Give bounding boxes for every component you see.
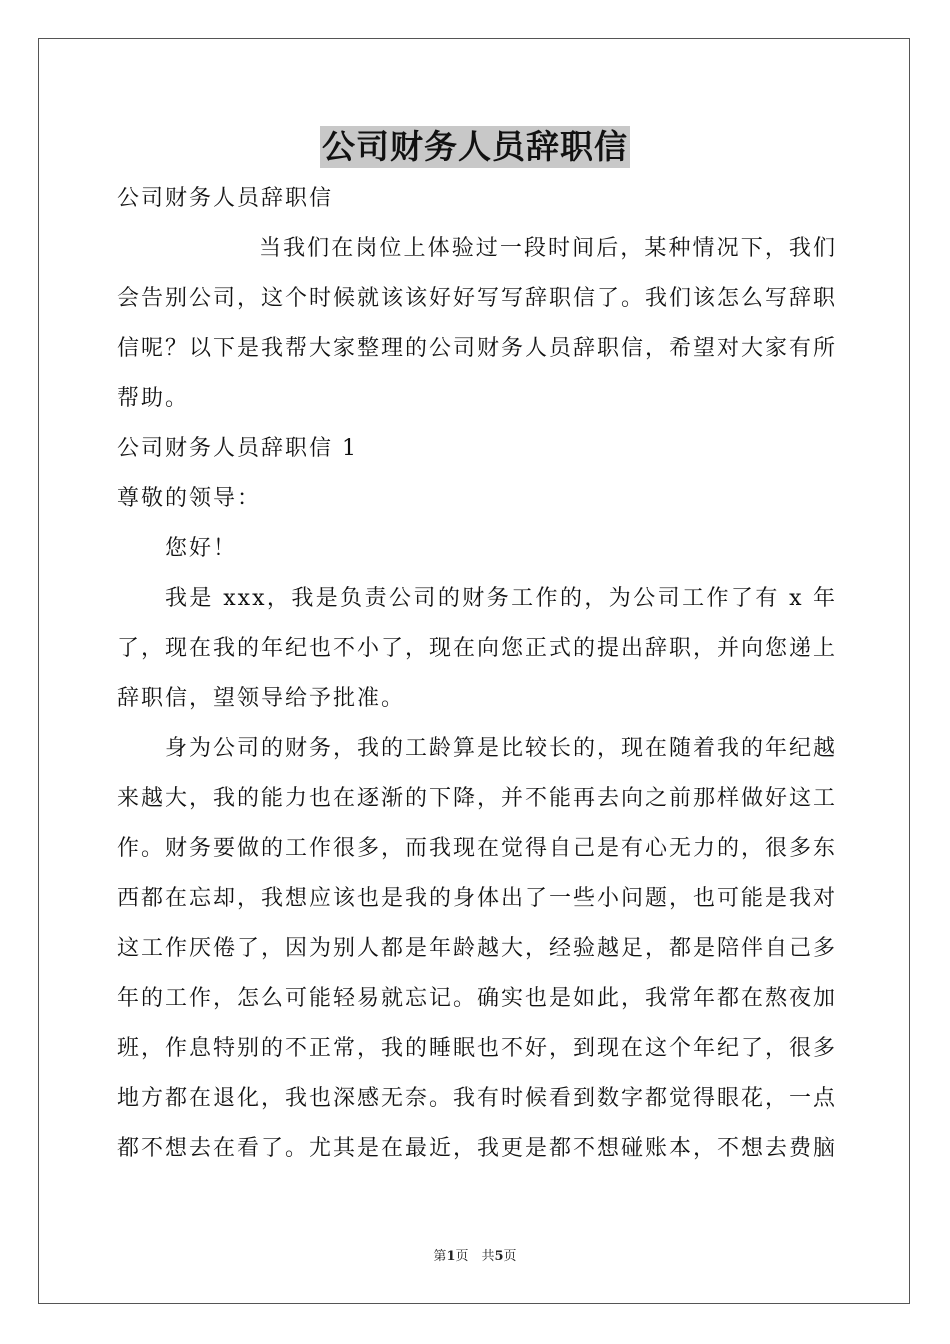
page-footer xyxy=(0,1245,950,1264)
document-body xyxy=(117,174,837,1174)
body-paragraph: 我是 xxx，我是负责公司的财务工作的，为公司工作了有 x 年了，现在我的年纪也不小了，现在向您正式的提出辞职，并向您递上辞职信，望领导给予批准。 xyxy=(117,586,838,711)
subtitle-paragraph: 公司财务人员辞职信 xyxy=(117,186,334,211)
intro-paragraph: 当我们在岗位上体验过一段时间后，某种情况下，我们会告别公司，这个时候就该该好好写写辞职信了。我们该怎么写辞职信呢？以下是我帮大家整理的公司财务人员辞职信，希望对大家有所帮助。 xyxy=(117,236,838,411)
greeting: 您好！ xyxy=(165,536,238,561)
page-suffix: 页 xyxy=(503,1249,517,1264)
body-paragraph: 身为公司的财务，我的工龄算是比较长的，现在随着我的年纪越来越大，我的能力也在逐渐的下降，并不能再去向之前那样做好这工作。财务要做的工作很多，而我现在觉得自己是有心无力的，很多东西都在忘却，我想应该也是我的身体出了一些小问题，也可能是我对这工作厌倦了，因为别人都是年龄越大，经验越足，都是陪伴自己多年的工作，怎么可能轻易就忘记。确实也是如此，我常年都在熬夜加班，作息特别的不正常，我的睡眠也不好，到现在这个年纪了，很多地方都在退化，我也深感无奈。我有时候看到数字都觉得眼花，一点都不想去在看了。尤其是在最近，我更是都不想碰账本，不想去费脑 xyxy=(117,736,838,1161)
salutation: 尊敬的领导： xyxy=(117,486,262,511)
document-title: 公司财务人员辞职信 xyxy=(322,127,628,166)
page-current: 1 xyxy=(446,1249,456,1264)
letter-heading: 公司财务人员辞职信 1 xyxy=(117,436,358,461)
page-total: 5 xyxy=(494,1249,504,1264)
page-prefix: 第 xyxy=(433,1249,447,1264)
page-mid: 页 共 xyxy=(455,1249,495,1264)
title-container xyxy=(0,126,950,168)
